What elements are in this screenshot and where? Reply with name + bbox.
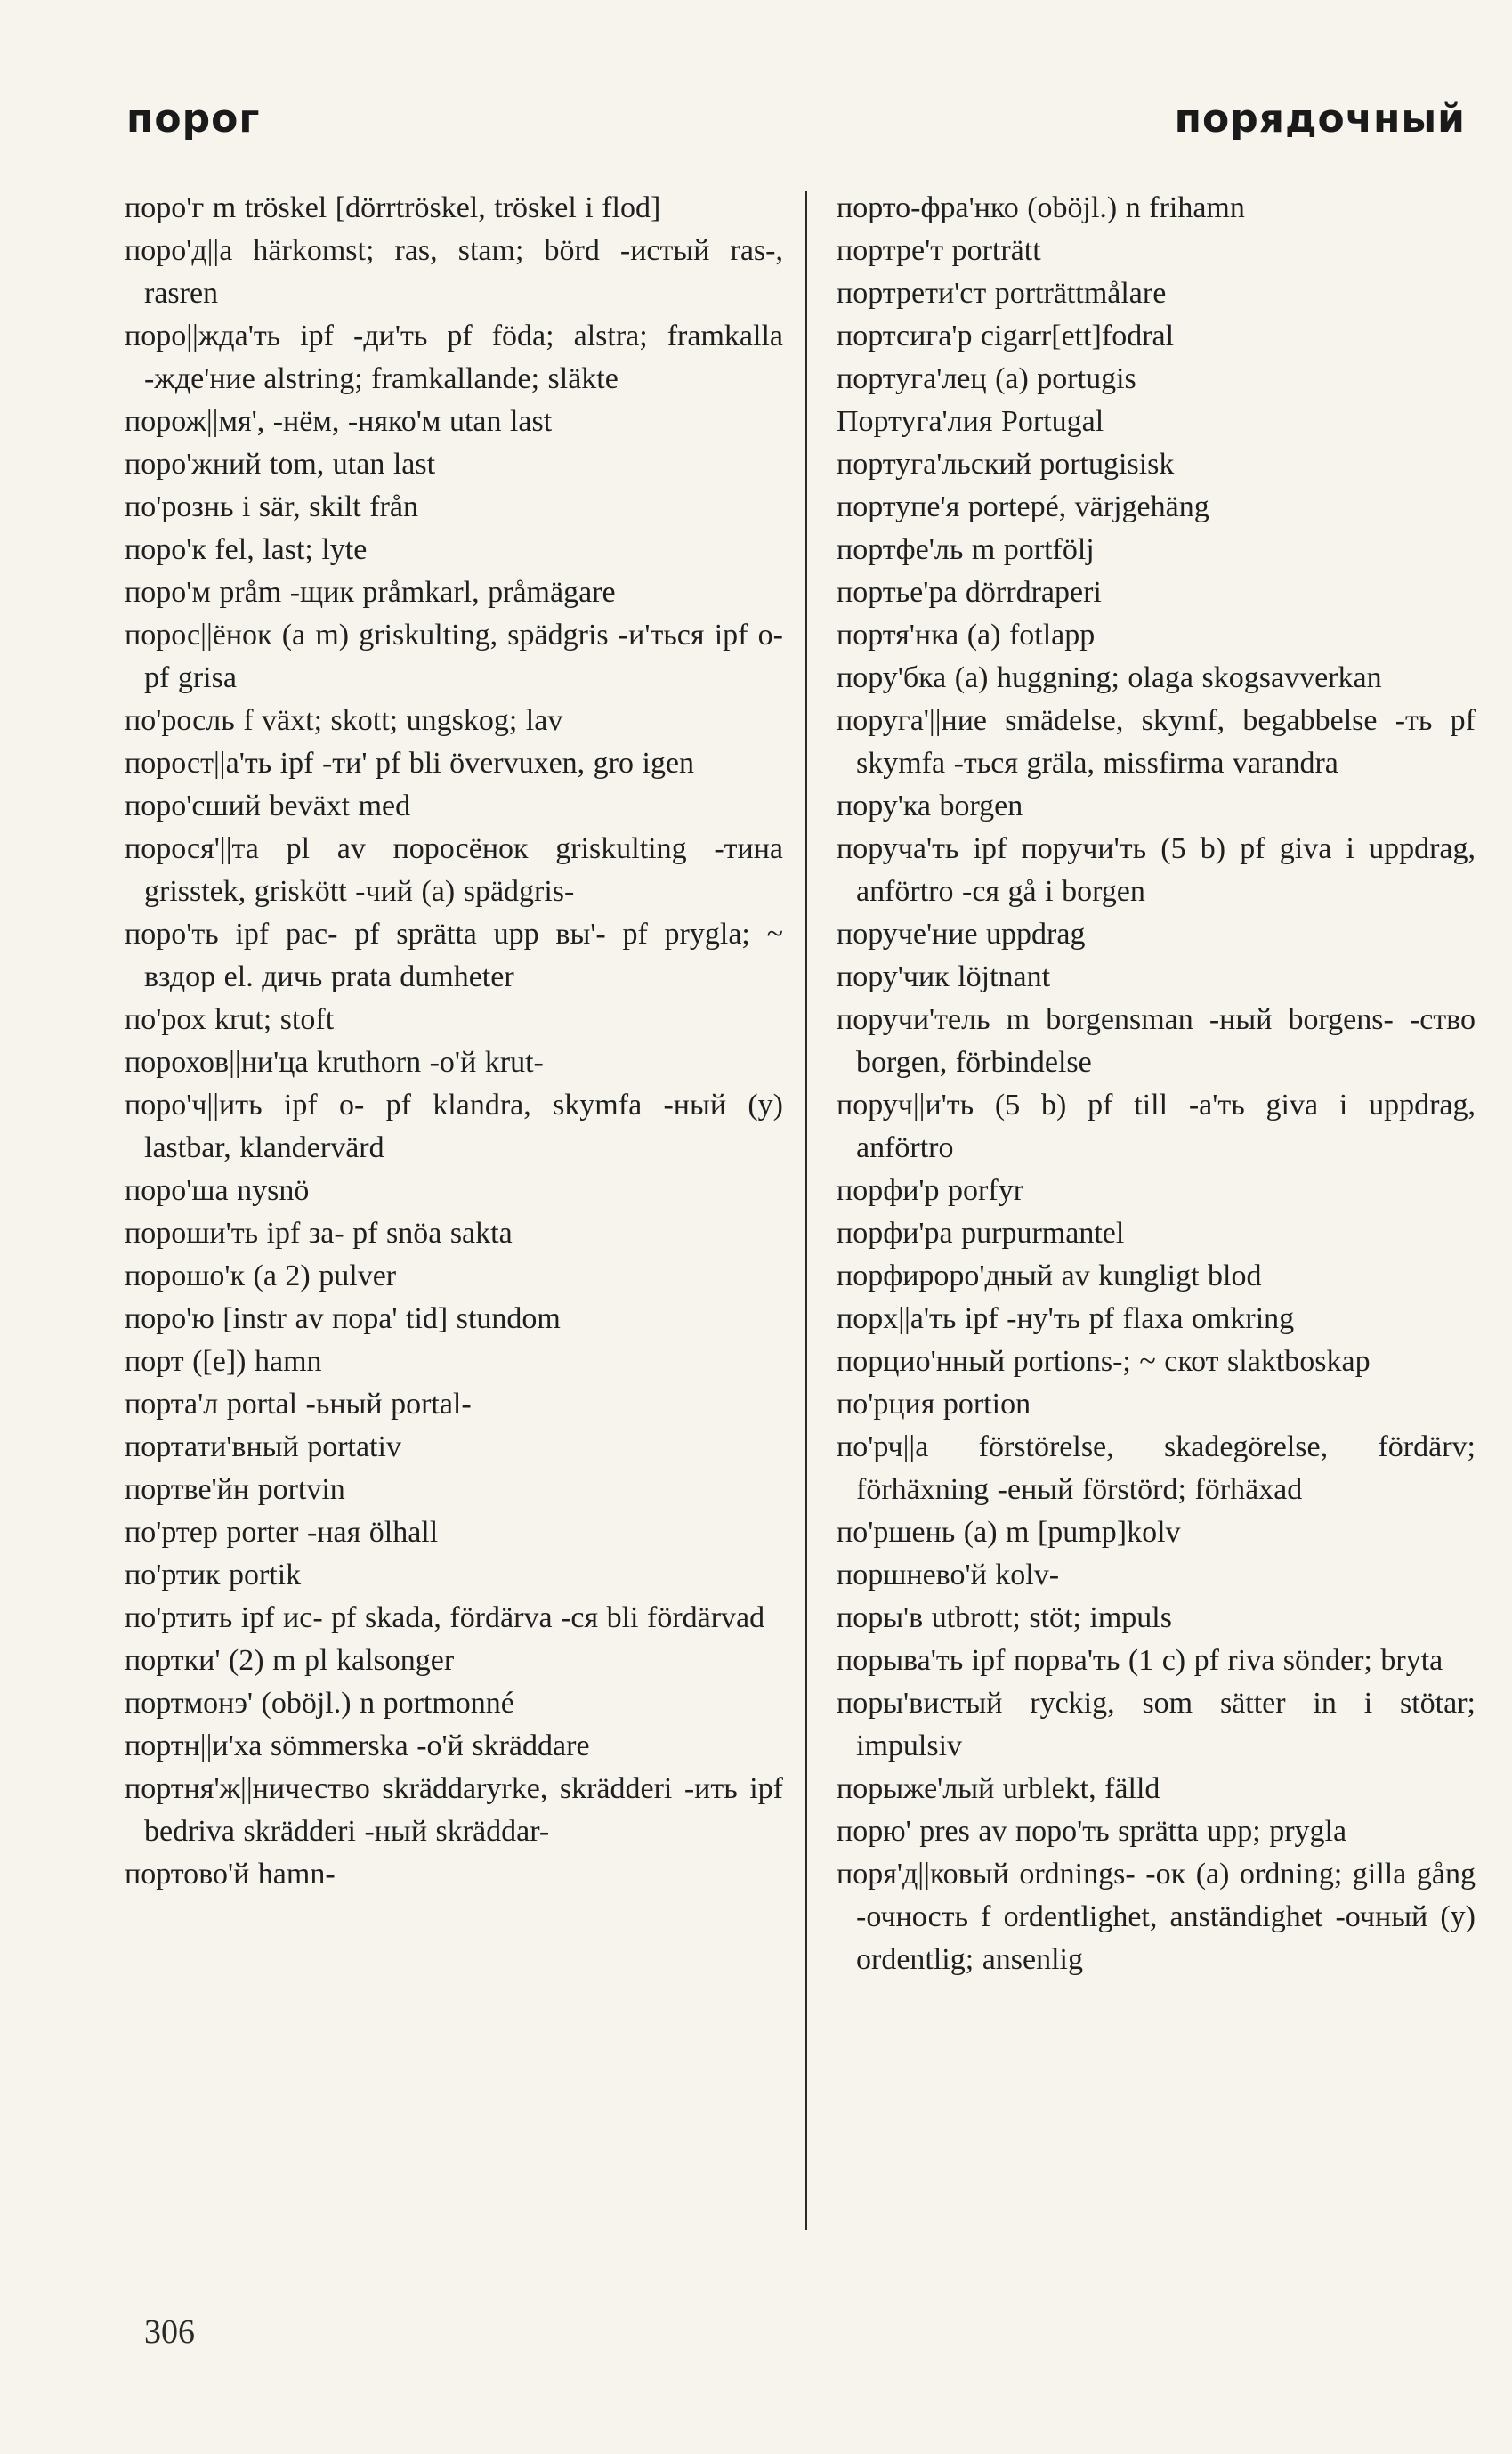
entry: поро'жний tom, utan last (125, 448, 436, 481)
entry: поры'вистый ryckig, som sätter in i stötar; impulsiv (837, 1687, 1476, 1762)
entry: портмонэ' (oböjl.) n portmonné (125, 1687, 514, 1720)
entry: по'ршень (a) m [pump]kolv (837, 1516, 1181, 1549)
left-running-head: порог (126, 96, 261, 142)
page-number: 306 (144, 2313, 195, 2351)
entry: португа'лец (a) portugis (837, 362, 1136, 395)
entry: поро'д||а härkomst; ras, stam; börd -истый ras-, rasren (125, 234, 783, 310)
entry: поруча'ть ipf поручи'ть (5 b) pf giva i uppdrag, anförtro -ся gå i borgen (837, 832, 1476, 908)
entry: портя'нка (a) fotlapp (837, 619, 1096, 652)
entry: поро||жда'ть ipf -ди'ть pf föda; alstra; framkalla -жде'ние alstring; framkallande; släkte (125, 320, 783, 395)
entry: порос||ёнок (a m) griskulting, spädgris -и'ться ipf о- pf grisa (125, 619, 783, 694)
entry: по'ртер porter -ная ölhall (125, 1516, 439, 1549)
entry: поро'г m tröskel [dörrtröskel, tröskel i flod] (125, 191, 661, 224)
entry: порыже'лый urblekt, fälld (837, 1772, 1160, 1805)
entry: по'рч||а förstörelse, skadegörelse, fördärv; förhäxning -еный förstörd; förhäxad (837, 1430, 1476, 1506)
entry: портсига'р cigarr[ett]fodral (837, 320, 1175, 352)
entry: поруч||и'ть (5 b) pf till -а'ть giva i uppdrag, anförtro (837, 1089, 1476, 1164)
entry: поро'сший beväxt med (125, 790, 411, 822)
entry: портрети'ст porträttmålare (837, 277, 1167, 310)
entry: поро'ю [instr av пора' tid] stundom (125, 1302, 561, 1335)
entry: поршнево'й kolv- (837, 1559, 1060, 1591)
entry: порохов||ни'ца kruthorn -о'й krut- (125, 1046, 544, 1079)
entry: пору'бка (a) huggning; olaga skogsavverkan (837, 661, 1382, 694)
entry: порт ([e]) hamn (125, 1345, 322, 1378)
entry: пору'чик löjtnant (837, 960, 1051, 993)
entry: портати'вный portativ (125, 1430, 401, 1463)
entry: портье'ра dörrdraperi (837, 576, 1102, 609)
entry: портупе'я portepé, värjgehäng (837, 490, 1209, 523)
entry: по'ртить ipf ис- pf skada, fördärva -ся bli fördärvad (125, 1601, 765, 1634)
entry: порю' pres av поро'ть sprätta upp; prygla (837, 1815, 1347, 1848)
column-divider (805, 191, 807, 2230)
entry: порож||мя', -нём, -няко'м utan last (125, 405, 553, 438)
entry: поро'ша nysnö (125, 1174, 310, 1207)
entry: поруче'ние uppdrag (837, 918, 1086, 951)
entry: поро'ть ipf рас- pf sprätta upp вы'- pf prygla; ~ вздор el. дичь prata dumheter (125, 918, 783, 993)
entry: порх||а'ть ipf -ну'ть pf flaxa omkring (837, 1302, 1295, 1335)
entry: по'ртик portik (125, 1559, 302, 1591)
entry: по'рох krut; stoft (125, 1003, 335, 1036)
entry: пороши'ть ipf за- pf snöa sakta (125, 1217, 513, 1250)
entry: поруга'||ние smädelse, skymf, begabbelse -ть pf skymfa -ться gräla, missfirma varandra (837, 704, 1476, 780)
entry: порфи'р porfyr (837, 1174, 1024, 1207)
entry: порошо'к (a 2) pulver (125, 1259, 397, 1292)
entry: поро'м pråm -щик pråmkarl, pråmägare (125, 576, 616, 609)
entry: портве'йн portvin (125, 1473, 345, 1506)
right-running-head: порядочный (1174, 96, 1466, 142)
entry: по'рция portion (837, 1388, 1031, 1421)
entry: портн||и'ха sömmerska -о'й skräddare (125, 1729, 590, 1762)
entry: портово'й hamn- (125, 1858, 336, 1891)
entry: портре'т porträtt (837, 234, 1041, 267)
entry: порфироро'дный av kungligt blod (837, 1259, 1262, 1292)
entry: поро'ч||ить ipf о- pf klandra, skymfa -ный (y) lastbar, klandervärd (125, 1089, 783, 1164)
entry: порфи'ра purpurmantel (837, 1217, 1125, 1250)
entry: Португа'лия Portugal (837, 405, 1104, 438)
entry: по'рознь i sär, skilt från (125, 490, 418, 523)
entry: портки' (2) m pl kalsonger (125, 1644, 455, 1677)
right-column (837, 187, 1476, 1981)
entry: порто-фра'нко (oböjl.) n frihamn (837, 191, 1245, 224)
entry: порта'л portal -ьный portal- (125, 1388, 472, 1421)
entry: поря'д||ковый ordnings- -ок (a) ordning; gilla gång -очность f ordentlighet, anständighet -очный (y) ordentlig; ansenlig (837, 1858, 1476, 1976)
entry: поро'к fel, last; lyte (125, 533, 368, 566)
entry: портня'ж||ничество skräddaryrke, skrädderi -ить ipf bedriva skrädderi -ный skräddar- (125, 1772, 783, 1848)
entry: порост||а'ть ipf -ти' pf bli övervuxen, gro igen (125, 747, 695, 780)
entry: поры'в utbrott; stöt; impuls (837, 1601, 1172, 1634)
entry: порцио'нный portions-; ~ скот slaktboskap (837, 1345, 1371, 1378)
left-column (125, 187, 783, 1896)
entry: пору'ка borgen (837, 790, 1023, 822)
entry: портфе'ль m portfölj (837, 533, 1095, 566)
entry: португа'льский portugisisk (837, 448, 1175, 481)
entry: поручи'тель m borgensman -ный borgens- -ство borgen, förbindelse (837, 1003, 1476, 1079)
entry: порося'||та pl av поросёнок griskulting -тина grisstek, griskött -чий (a) spädgris- (125, 832, 783, 908)
entry: по'росль f växt; skott; ungskog; lav (125, 704, 563, 737)
entry: порыва'ть ipf порва'ть (1 c) pf riva sönder; bryta (837, 1644, 1443, 1677)
